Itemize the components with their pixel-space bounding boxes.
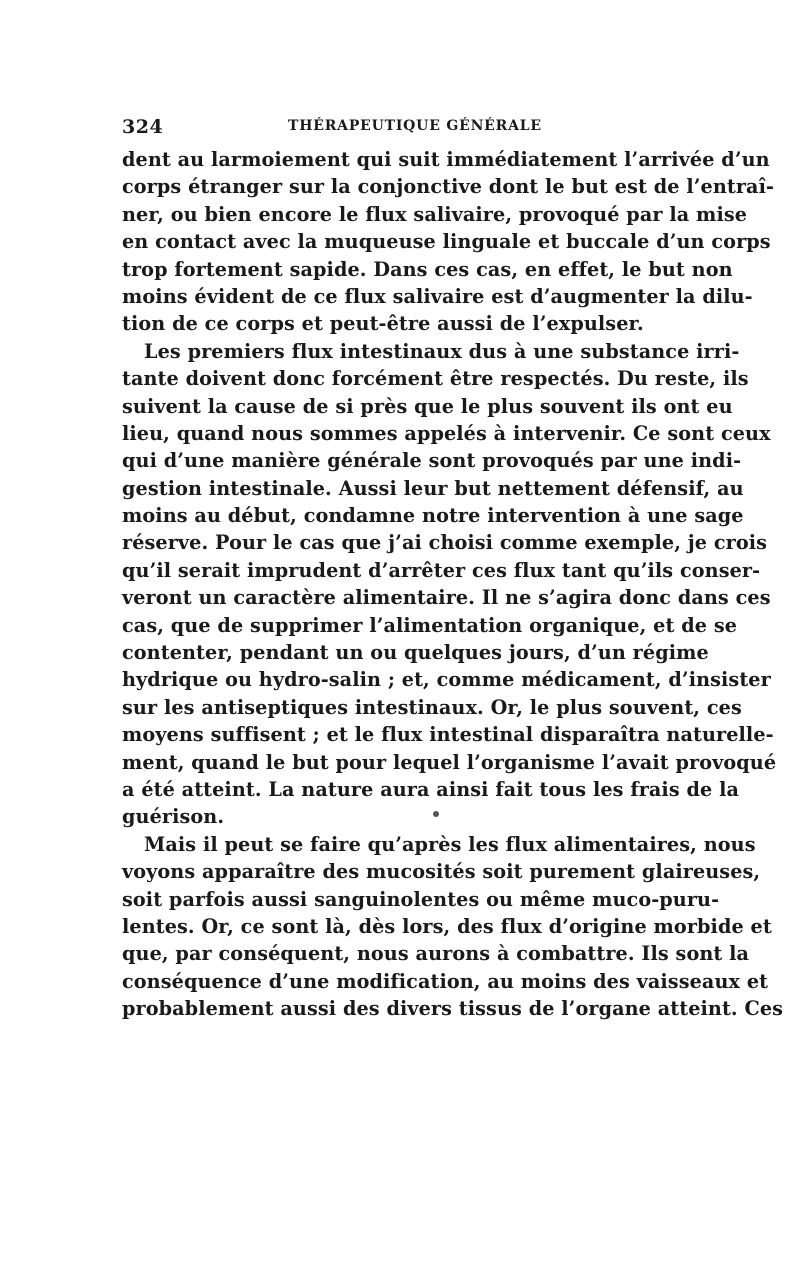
- text-line: que, par conséquent, nous aurons à combattre. Ils sont la: [122, 942, 750, 966]
- text-line: dent au larmoiement qui suit immédiatement l’arrivée d’un: [122, 148, 770, 171]
- text-line: conséquence d’une modification, au moins des vaisseaux et: [122, 969, 769, 993]
- text-line: cas, que de supprimer l’alimentation organique, et de se: [122, 613, 738, 637]
- paragraph-start-line: Mais il peut se faire qu’après les flux alimentaires, nous: [144, 832, 756, 856]
- running-title: THÉRAPEUTIQUE GÉNÉRALE: [288, 118, 542, 134]
- text-line: qui d’une manière générale sont provoqués par une indi-: [122, 449, 742, 473]
- ink-speck: [433, 811, 439, 817]
- text-line: tante doivent donc forcément être respectés. Du reste, ils: [122, 367, 749, 391]
- text-line: moins au début, condamne notre intervention à une sage: [122, 504, 744, 528]
- text-line: ner, ou bien encore le flux salivaire, provoqué par la mise: [122, 202, 748, 226]
- text-line: gestion intestinale. Aussi leur but nettement défensif, au: [122, 476, 744, 500]
- text-line: qu’il serait imprudent d’arrêter ces flux tant qu’ils conser-: [122, 558, 761, 582]
- body-text: [122, 146, 784, 1023]
- paragraph-start-line: Les premiers flux intestinaux dus à une substance irri-: [144, 339, 740, 363]
- text-line: suivent la cause de si près que le plus souvent ils ont eu: [122, 394, 733, 418]
- text-line: hydrique ou hydro-salin ; et, comme médicament, d’insister: [122, 668, 771, 692]
- text-line: veront un caractère alimentaire. Il ne s’agira donc dans ces: [122, 586, 771, 610]
- page-header: [122, 116, 682, 140]
- page-number: 324: [122, 116, 164, 138]
- text-line: lieu, quand nous sommes appelés à intervenir. Ce sont ceux: [122, 421, 771, 445]
- text-line: en contact avec la muqueuse linguale et buccale d’un corps: [122, 230, 771, 254]
- text-line: soit parfois aussi sanguinolentes ou même muco-puru-: [122, 887, 720, 911]
- text-line: contenter, pendant un ou quelques jours, d’un régime: [122, 641, 709, 665]
- text-line: tion de ce corps et peut-être aussi de l’expulser.: [122, 312, 644, 336]
- text-line: ment, quand le but pour lequel l’organisme l’avait provoqué: [122, 750, 777, 774]
- text-line: a été atteint. La nature aura ainsi fait tous les frais de la: [122, 777, 740, 801]
- text-line: guérison.: [122, 805, 225, 829]
- text-line: corps étranger sur la conjonctive dont le but est de l’entraî-: [122, 175, 775, 199]
- text-line: voyons apparaître des mucosités soit purement glaireuses,: [122, 860, 761, 884]
- text-line: trop fortement sapide. Dans ces cas, en effet, le but non: [122, 257, 733, 281]
- text-line: moyens suffisent ; et le flux intestinal disparaîtra naturelle-: [122, 723, 774, 747]
- text-line: lentes. Or, ce sont là, dès lors, des flux d’origine morbide et: [122, 914, 772, 938]
- text-line: sur les antiseptiques intestinaux. Or, le plus souvent, ces: [122, 695, 742, 719]
- text-line: moins évident de ce flux salivaire est d’augmenter la dilu-: [122, 284, 753, 308]
- text-line: réserve. Pour le cas que j’ai choisi comme exemple, je crois: [122, 531, 768, 555]
- text-line: probablement aussi des divers tissus de l’organe atteint. Ces: [122, 997, 784, 1021]
